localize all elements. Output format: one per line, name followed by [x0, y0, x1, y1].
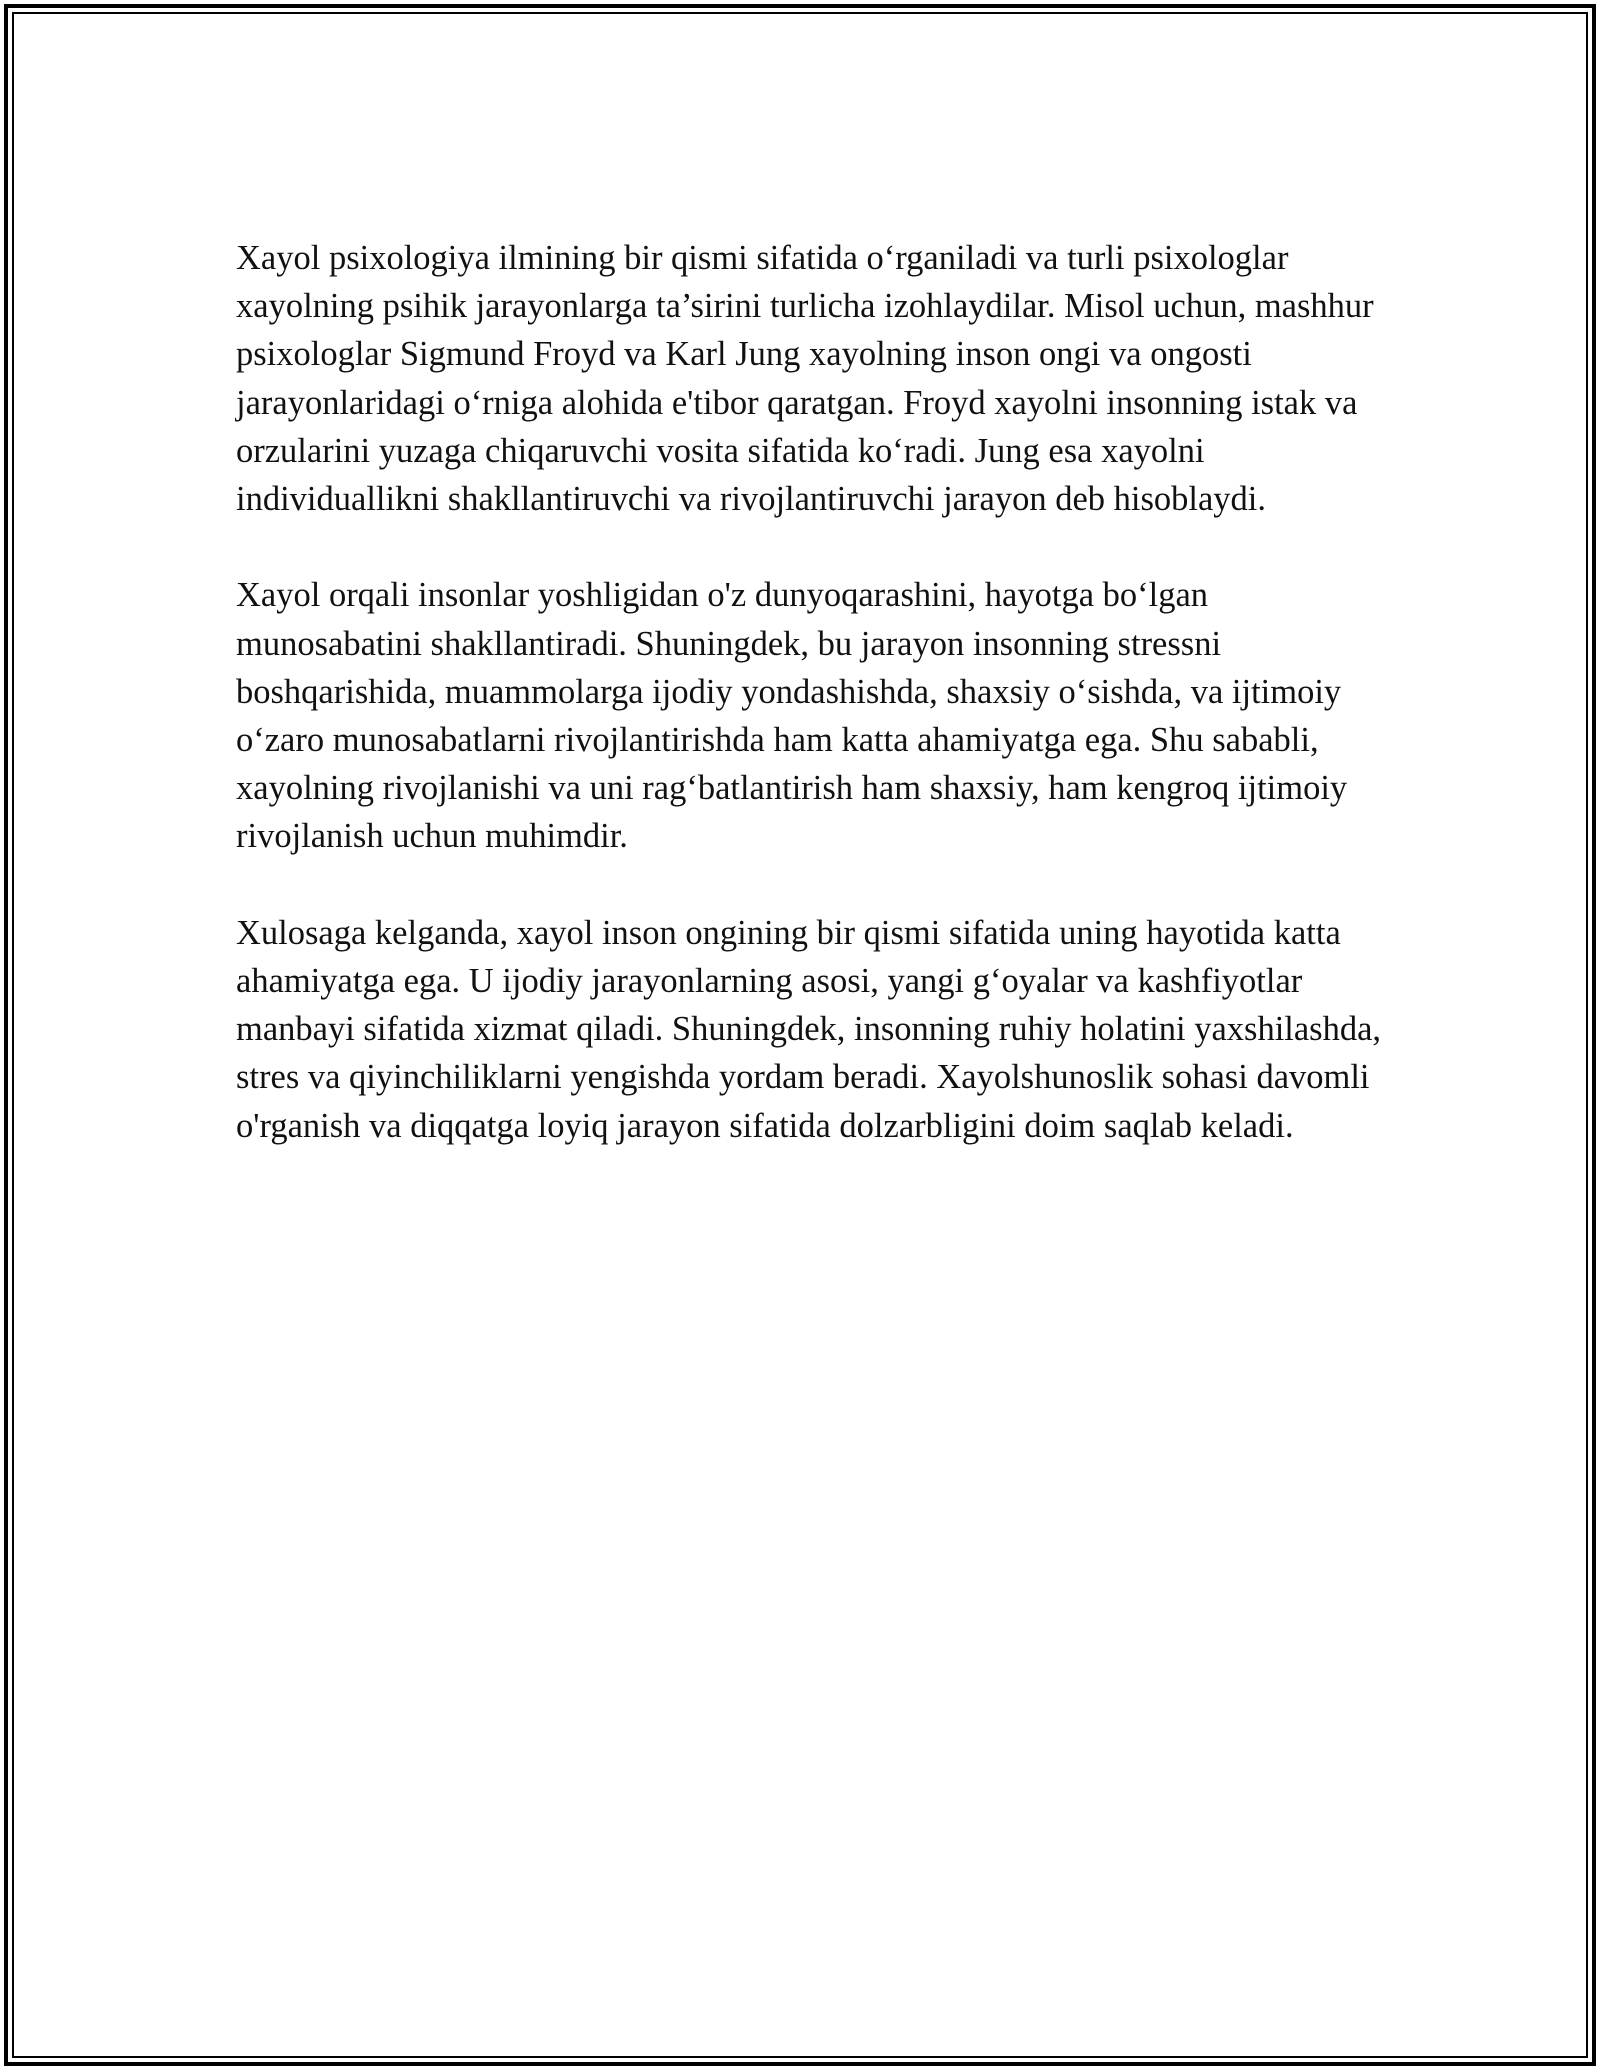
paragraph-2: Xayol orqali insonlar yoshligidan o'z dunyoqarashini, hayotga bo‘lgan munosabatini shakllantiradi. Shuningdek, bu jarayon insonning stressni boshqarishida, muammolarga ijodiy yondashishda, shaxsiy o‘sishda, va ijtimoiy o‘zaro munosabatlarni rivojlantirishda ham katta ahamiyatga ega. Shu sababli, xayolning rivojlanishi va uni rag‘batlantirish ham shaxsiy, ham kengroq ijtimoiy rivojlanish uchun muhimdir. — [236, 576, 1348, 856]
paragraph-3: Xulosaga kelganda, xayol inson ongining bir qismi sifatida uning hayotida katta ahamiyatga ega. U ijodiy jarayonlarning asosi, yangi g‘oyalar va kashfiyotlar manbayi sifatida xizmat qiladi. Shuningdek, insonning ruhiy holatini yaxshilashda, stres va qiyinchiliklarni yengishda yordam beradi. Xayolshunoslik sohasi davomli o'rganish va diqqatga loyiq jarayon sifatida dolzarbligini doim saqlab keladi. — [236, 913, 1382, 1145]
paragraph-1: Xayol psixologiya ilmining bir qismi sifatida o‘rganiladi va turli psixologlar xayolning psihik jarayonlarga ta’sirini turlicha izohlaydilar. Misol uchun, mashhur psixologlar Sigmund Froyd va Karl Jung xayolning inson ongi va ongosti jarayonlaridagi o‘rniga alohida e'tibor qaratgan. Froyd xayolni insonning istak va orzularini yuzaga chiqaruvchi vosita sifatida ko‘radi. Jung esa xayolni individuallikni shakllantiruvchi va rivojlantiruvchi jarayon deb hisoblaydi. — [236, 239, 1374, 519]
document-body — [236, 234, 1386, 1198]
